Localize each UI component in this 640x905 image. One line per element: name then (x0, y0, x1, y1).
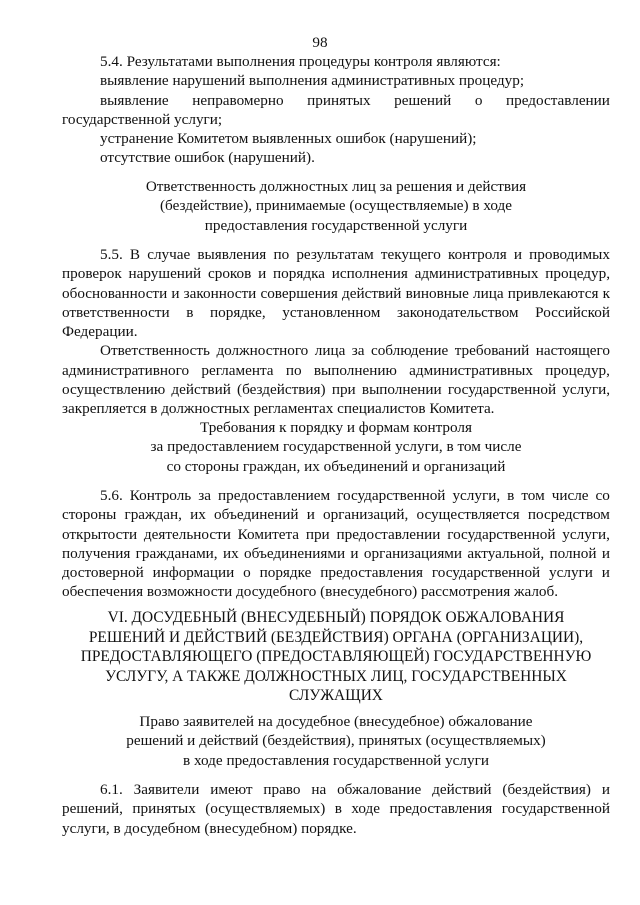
text-line: устранение Комитетом выявленных ошибок (нарушений); (100, 130, 477, 148)
word: порядке (259, 564, 312, 582)
word: административного (62, 361, 190, 379)
word: услуги (549, 564, 593, 582)
word: лица (314, 342, 346, 360)
chapter-heading-line: VI. ДОСУДЕБНЫЙ (ВНЕСУДЕБНЫЙ) ПОРЯДОК ОБЖАЛОВАНИЯ (107, 609, 565, 626)
word: законодательством (396, 303, 519, 321)
word: и (306, 506, 315, 524)
word: законности (183, 284, 257, 302)
word: гражданами, (135, 544, 218, 562)
heading-line: в ходе предоставления государственной услуги (183, 751, 489, 769)
word: их (190, 506, 206, 524)
word: неправомерно (192, 91, 284, 109)
word: действий (432, 781, 492, 798)
text-line (62, 544, 610, 563)
text-line (62, 361, 610, 380)
word: деятельности (143, 525, 231, 543)
text-line (62, 245, 610, 264)
word: Заявители (133, 781, 200, 798)
word: получения (62, 544, 131, 562)
word: административных (414, 265, 539, 283)
word: решений, (62, 800, 123, 818)
word: за (351, 342, 365, 360)
section-heading (62, 418, 610, 476)
text-line (62, 486, 610, 505)
text-line (62, 799, 610, 818)
word: том (521, 487, 545, 504)
word: решений (394, 91, 452, 109)
word: информации (152, 564, 235, 582)
chapter-heading-line: ПРЕДОСТАВЛЯЮЩЕГО (ПРЕДОСТАВЛЯЮЩЕЙ) ГОСУДАРСТВЕННУЮ (80, 648, 592, 666)
section-5-6 (62, 486, 610, 602)
word: открытости (62, 525, 138, 543)
word: предоставления (389, 800, 493, 818)
word: актуальной, (467, 544, 545, 562)
word: виновные (405, 284, 469, 302)
text-line (62, 341, 610, 360)
heading-line: предоставления государственной услуги (204, 216, 468, 234)
text-line: 5.4. Результатами выполнения процедуры контроля являются: (100, 53, 501, 70)
word: государственной (337, 487, 446, 504)
word: 5.5. (100, 246, 123, 263)
word: посредством (527, 506, 610, 524)
word: нарушений (128, 265, 202, 283)
text-line (62, 380, 610, 399)
word: со (595, 487, 610, 504)
chapter-heading-line: СЛУЖАЩИХ (289, 687, 383, 705)
word: 5.6. (100, 487, 123, 504)
text-line: закрепляется в должностных регламентах специалистов Комитета. (62, 400, 495, 418)
word: совершения (260, 284, 338, 302)
word: порядке, (210, 303, 266, 321)
word: выполнению (313, 361, 397, 379)
word: Российской (535, 303, 610, 321)
text-line (62, 563, 610, 582)
word: 6.1. (100, 781, 123, 798)
section-6-1 (62, 780, 610, 838)
page-number: 98 (312, 34, 328, 51)
text-line: отсутствие ошибок (нарушений). (100, 149, 315, 167)
heading-line: Требования к порядку и формам контроля (200, 419, 472, 436)
word: случае (147, 246, 191, 263)
word: обоснованности (62, 284, 168, 302)
word: порядка (273, 265, 325, 283)
word: требований (454, 342, 530, 360)
word: услуги, (562, 525, 610, 543)
chapter-heading (62, 608, 610, 706)
heading-line: со стороны граждан, их объединений и организаций (166, 457, 506, 475)
text-line: Федерации. (62, 323, 138, 341)
word: привлекаются (507, 284, 599, 302)
word: и (171, 284, 180, 302)
word: результатам (296, 246, 374, 263)
word: контроля (448, 246, 507, 263)
word: государственной (447, 381, 557, 399)
section-5-5 (62, 245, 610, 419)
word: и (601, 564, 610, 582)
word: осуществлению (62, 381, 166, 399)
word: Комитета (237, 525, 300, 543)
word: лица (472, 284, 504, 302)
word: принятых (132, 800, 196, 818)
word: объединений (214, 506, 299, 524)
word: организаций, (323, 506, 409, 524)
word: услуги, (452, 487, 501, 504)
word: Контроль (129, 487, 192, 504)
word: на (311, 781, 327, 798)
word: (бездействия) (502, 781, 591, 798)
word: государственной (431, 564, 541, 582)
word: имеют (210, 781, 253, 798)
word: выполнении (361, 381, 442, 399)
word: выявления (197, 246, 267, 263)
word: в (186, 303, 194, 321)
chapter-heading-line: РЕШЕНИЙ И ДЕЙСТВИЙ (БЕЗДЕЙСТВИЯ) ОРГАНА (ОРГАНИЗАЦИИ), (88, 628, 584, 646)
text-line (62, 525, 610, 544)
word: о (243, 564, 251, 582)
word: в (507, 487, 515, 504)
word: числе (551, 487, 589, 504)
word: предоставления (320, 564, 424, 582)
word: (бездействия) (237, 381, 326, 399)
justified-line (62, 91, 610, 110)
word: проверок (62, 265, 122, 283)
text-line (62, 780, 610, 799)
heading-line: за предоставлением государственной услуги, в том числе (150, 438, 522, 456)
word: осуществляется (416, 506, 520, 524)
word: текущего (380, 246, 441, 263)
word: право (263, 781, 301, 798)
word: и (601, 544, 610, 562)
word: действий (342, 284, 402, 302)
word: установленном (282, 303, 381, 321)
word: выявление (100, 91, 169, 109)
word: и (350, 544, 359, 562)
word: процедур, (545, 361, 610, 379)
chapter-heading-line: УСЛУГУ, А ТАКЖЕ ДОЛЖНОСТНЫХ ЛИЦ, ГОСУДАРСТВЕННЫХ (105, 667, 567, 685)
word: граждан, (124, 506, 182, 524)
heading-line: решений и действий (бездействия), принятых (осуществляемых) (126, 732, 546, 750)
text-line (62, 284, 610, 303)
word: их (222, 544, 239, 562)
word: достоверной (62, 564, 144, 582)
word: государственной (501, 800, 610, 818)
word: процедур, (545, 265, 610, 283)
text-line: услуги, в досудебном (внесудебном) порядке. (62, 819, 357, 837)
word: по (273, 246, 290, 263)
word: административных (409, 361, 533, 379)
word: организациями (363, 544, 463, 562)
text-line: выявление нарушений выполнения административных процедур; (100, 72, 525, 90)
word: должностного (216, 342, 309, 360)
word: за (198, 487, 211, 504)
word: услуги, (562, 381, 610, 399)
word: и (513, 246, 522, 263)
word: ходе (351, 800, 381, 818)
word: (осуществляемых) (205, 800, 326, 818)
word: в (334, 800, 342, 818)
word: объединениями (244, 544, 346, 562)
text-line: государственной услуги; (62, 110, 223, 128)
word: предоставлением (218, 487, 331, 504)
word: Ответственность (100, 342, 210, 360)
word: при (305, 525, 330, 543)
word: регламента (201, 361, 274, 379)
heading-line: (бездействие), принимаемые (осуществляемые) в ходе (160, 197, 512, 215)
word: В (129, 246, 141, 263)
section-heading (62, 177, 610, 235)
justified-line (62, 303, 610, 322)
word: по (285, 361, 302, 379)
word: предоставлении (336, 525, 441, 543)
text-line (62, 505, 610, 524)
heading-line: Право заявителей на досудебное (внесудебное) обжалование (139, 713, 533, 730)
word: о (474, 91, 483, 109)
word: полной (549, 544, 597, 562)
word: при (331, 381, 356, 399)
word: проводимых (529, 246, 610, 263)
word: обжалование (337, 781, 422, 798)
word: стороны (62, 506, 117, 524)
word: и (601, 781, 610, 798)
word: соблюдение (370, 342, 449, 360)
section-5-4 (62, 52, 610, 168)
word: государственной (447, 525, 556, 543)
text-line: обеспечения возможности досудебного (внесудебного) рассмотрения жалоб. (62, 583, 559, 601)
word: настоящего (535, 342, 610, 360)
word: исполнения (331, 265, 408, 283)
word: к (602, 284, 610, 302)
word: действий (171, 381, 231, 399)
word: сроков (208, 265, 252, 283)
word: предоставлении (506, 91, 610, 109)
word: ответственности (62, 303, 170, 321)
heading-line: Ответственность должностных лиц за решения и действия (145, 178, 527, 195)
section-heading (62, 712, 610, 770)
word: и (258, 265, 267, 283)
word: принятых (307, 91, 371, 109)
text-line (62, 264, 610, 283)
